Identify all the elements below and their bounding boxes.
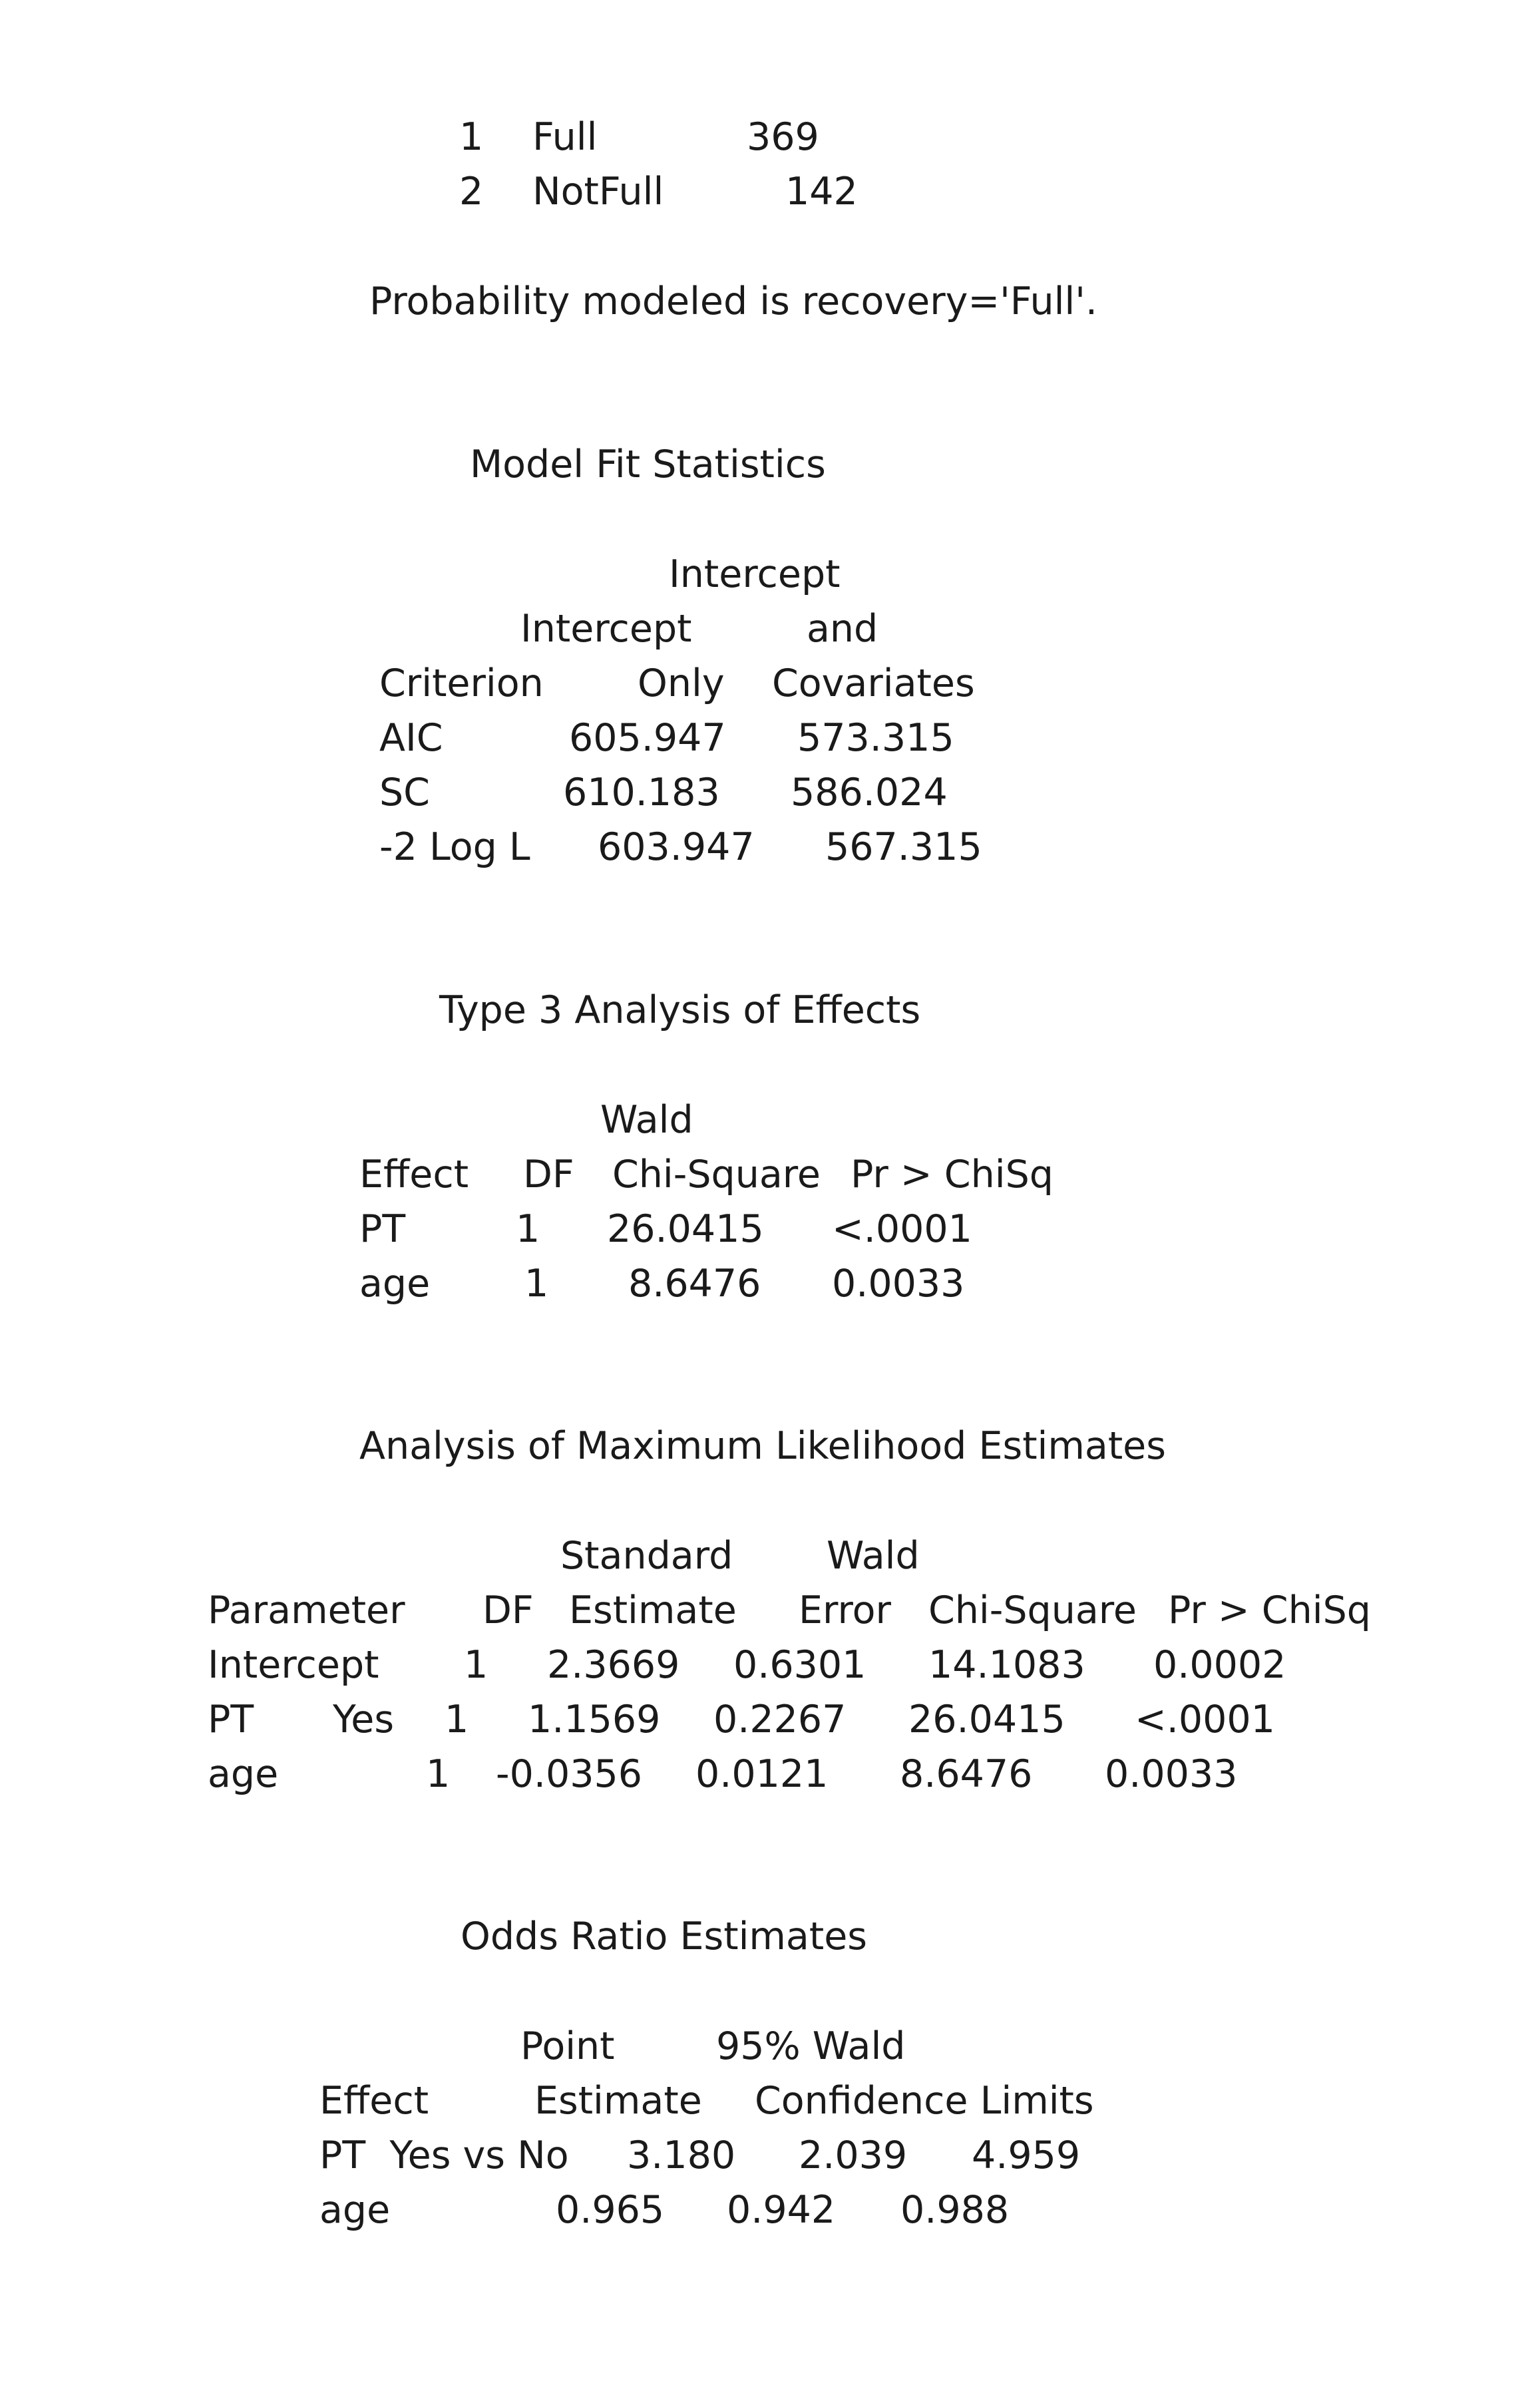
lower-limit: 2.039 bbox=[799, 2133, 908, 2177]
column-header: Criterion bbox=[379, 661, 544, 705]
column-header: Wald bbox=[600, 1098, 693, 1142]
criterion-name: SC bbox=[379, 771, 430, 815]
estimate-value: 0.965 bbox=[556, 2188, 665, 2232]
section-title: Odds Ratio Estimates bbox=[461, 1915, 867, 1958]
df-value: 1 bbox=[524, 1262, 549, 1306]
p-value: 0.0033 bbox=[832, 1262, 965, 1306]
column-header: Chi-Square bbox=[928, 1588, 1137, 1632]
column-header: Intercept bbox=[520, 607, 692, 651]
column-header: Confidence Limits bbox=[755, 2079, 1094, 2123]
chisq-value: 14.1083 bbox=[928, 1643, 1085, 1687]
column-header: Error bbox=[799, 1588, 891, 1632]
df-value: 1 bbox=[516, 1207, 540, 1251]
upper-limit: 0.988 bbox=[900, 2188, 1010, 2232]
section-title: Model Fit Statistics bbox=[470, 443, 826, 486]
estimate-value: 1.1569 bbox=[528, 1698, 661, 1742]
estimate-value: -0.0356 bbox=[496, 1752, 643, 1796]
section-title: Analysis of Maximum Likelihood Estimates bbox=[359, 1424, 1166, 1468]
df-value: 1 bbox=[426, 1752, 451, 1796]
order-value: 2 bbox=[459, 170, 484, 214]
df-value: 1 bbox=[464, 1643, 488, 1687]
p-value: <.0001 bbox=[1135, 1698, 1275, 1742]
criterion-name: -2 Log L bbox=[379, 825, 530, 869]
effect-name: age bbox=[319, 2188, 391, 2232]
column-header: Standard bbox=[560, 1534, 733, 1578]
column-header: 95% Wald bbox=[716, 2024, 906, 2068]
outcome-value: NotFull bbox=[532, 170, 664, 214]
column-header: Only bbox=[638, 661, 725, 705]
column-header: Estimate bbox=[569, 1588, 737, 1632]
order-value: 1 bbox=[459, 115, 484, 159]
estimate-value: 3.180 bbox=[627, 2133, 736, 2177]
error-value: 0.6301 bbox=[733, 1643, 866, 1687]
column-header: Parameter bbox=[208, 1588, 405, 1632]
column-header: Covariates bbox=[772, 661, 975, 705]
column-header: Effect bbox=[319, 2079, 429, 2123]
column-header: Wald bbox=[827, 1534, 920, 1578]
column-header: and bbox=[807, 607, 878, 651]
parameter-level: Yes bbox=[333, 1698, 395, 1742]
p-value: 0.0002 bbox=[1153, 1643, 1286, 1687]
column-header: DF bbox=[523, 1153, 574, 1197]
outcome-value: Full bbox=[532, 115, 598, 159]
outcome-count: 142 bbox=[785, 170, 858, 214]
parameter-name: Intercept bbox=[208, 1643, 379, 1687]
effect-name: PT Yes vs No bbox=[319, 2133, 569, 2177]
covariates-value: 567.315 bbox=[825, 825, 982, 869]
effect-name: PT bbox=[359, 1207, 406, 1251]
p-value: <.0001 bbox=[832, 1207, 972, 1251]
intercept-only-value: 605.947 bbox=[569, 716, 726, 760]
df-value: 1 bbox=[445, 1698, 469, 1742]
upper-limit: 4.959 bbox=[972, 2133, 1081, 2177]
error-value: 0.2267 bbox=[713, 1698, 847, 1742]
column-header: Pr > ChiSq bbox=[851, 1153, 1054, 1197]
outcome-count: 369 bbox=[747, 115, 819, 159]
intercept-only-value: 610.183 bbox=[563, 771, 720, 815]
parameter-name: age bbox=[208, 1752, 279, 1796]
column-header: Point bbox=[520, 2024, 615, 2068]
p-value: 0.0033 bbox=[1105, 1752, 1238, 1796]
estimate-value: 2.3669 bbox=[547, 1643, 680, 1687]
column-header: Effect bbox=[359, 1153, 469, 1197]
chisq-value: 8.6476 bbox=[628, 1262, 761, 1306]
criterion-name: AIC bbox=[379, 716, 443, 760]
effect-name: age bbox=[359, 1262, 431, 1306]
error-value: 0.0121 bbox=[695, 1752, 829, 1796]
column-header: Pr > ChiSq bbox=[1168, 1588, 1371, 1632]
chisq-value: 26.0415 bbox=[607, 1207, 764, 1251]
column-header: Estimate bbox=[534, 2079, 702, 2123]
intercept-only-value: 603.947 bbox=[598, 825, 755, 869]
parameter-name: PT bbox=[208, 1698, 254, 1742]
covariates-value: 586.024 bbox=[791, 771, 948, 815]
probability-note: Probability modeled is recovery='Full'. bbox=[369, 279, 1098, 323]
chisq-value: 26.0415 bbox=[908, 1698, 1065, 1742]
lower-limit: 0.942 bbox=[727, 2188, 836, 2232]
section-title: Type 3 Analysis of Effects bbox=[439, 988, 921, 1032]
column-header: DF bbox=[482, 1588, 534, 1632]
column-header: Chi-Square bbox=[612, 1153, 821, 1197]
covariates-value: 573.315 bbox=[797, 716, 954, 760]
chisq-value: 8.6476 bbox=[900, 1752, 1033, 1796]
column-header: Intercept bbox=[669, 552, 841, 596]
